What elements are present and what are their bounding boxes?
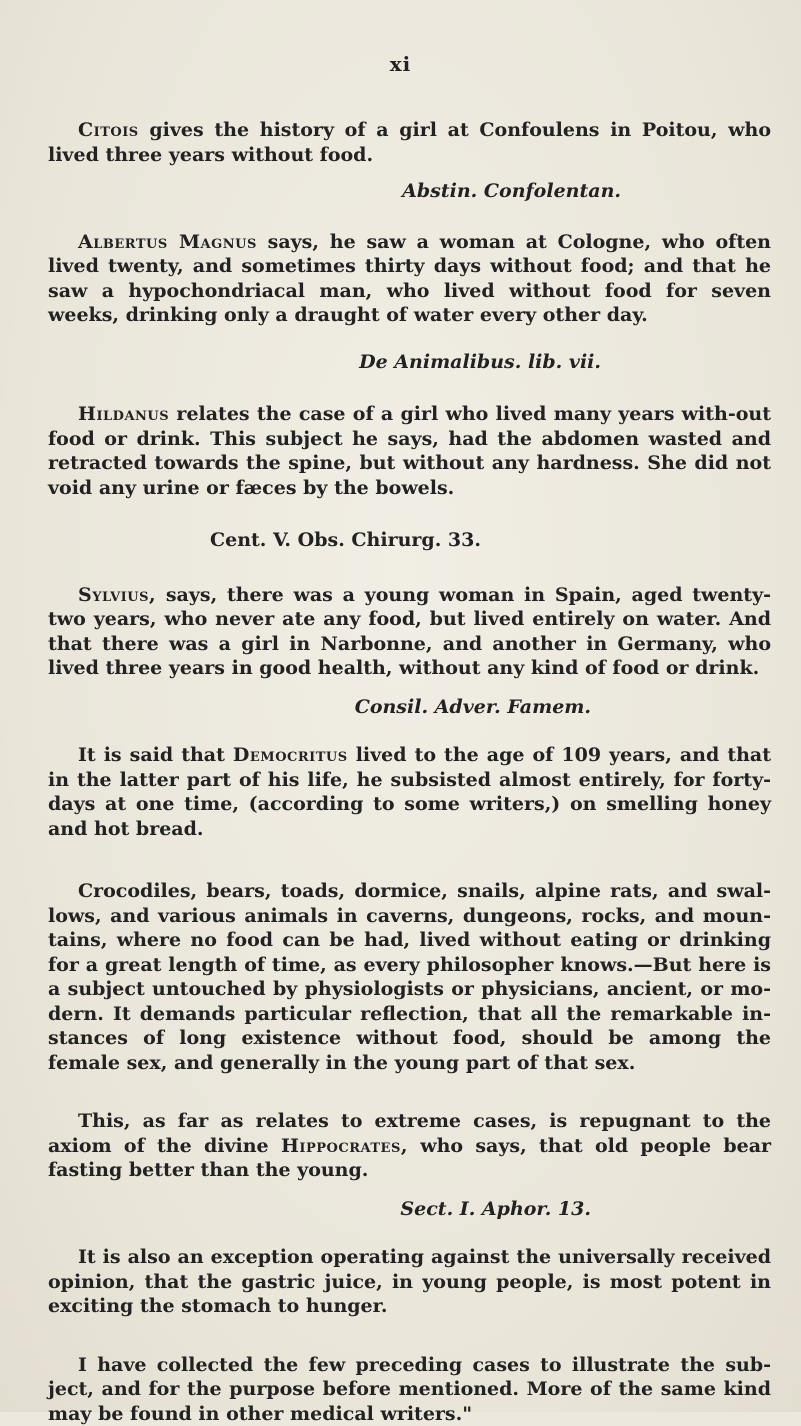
citation: Abstin. Confolentan.	[48, 179, 621, 204]
author-name: Hildanus	[78, 403, 169, 425]
page-number: xi	[0, 52, 801, 76]
page-text	[48, 118, 771, 1426]
citation: De Animalibus. lib. vii.	[48, 350, 601, 375]
citation: Consil. Adver. Famem.	[48, 695, 591, 720]
author-name: Democritus	[233, 744, 348, 766]
paragraph-citois	[48, 118, 771, 167]
citation: Sect. I. Aphor. 13.	[48, 1197, 591, 1222]
author-name: Citois	[78, 119, 139, 141]
paragraph-text: gives the history of a girl at Confoulens in Poitou, who lived three years without food.	[48, 119, 771, 166]
paragraph-text: Crocodiles, bears, toads, dormice, snails, alpine rats, and swal-lows, and various animals in caverns, dungeons, rocks, and moun-tains, where no food can be had, lived without eating or drinking for a great length of time, as every philosopher knows.—But here is a subject untouched by physiologists or physicians, ancient, or mo-dern. It demands particular reflection, that all the remarkable in-stances of long existence without food, should be among the female sex, and generally in the young part of that sex.	[48, 880, 771, 1074]
paragraph-hippocrates	[48, 1109, 771, 1183]
paragraph-animals	[48, 879, 771, 1075]
paragraph-hildanus	[48, 402, 771, 500]
paragraph-closing	[48, 1353, 771, 1426]
author-name: Sylvius,	[78, 584, 156, 606]
citation: Cent. V. Obs. Chirurg. 33.	[48, 528, 481, 553]
paragraph-text: lived to the age of 109 years, and that in the latter part of his life, he subsisted almost entirely, for forty-days at one time, (according to some writers,) on smelling honey and hot bread.	[48, 744, 771, 840]
paragraph-gastric-juice	[48, 1245, 771, 1319]
paragraph-text: says, he saw a woman at Cologne, who often lived twenty, and sometimes thirty days without food; and that he saw a hypochondriacal man, who lived without food for seven weeks, drinking only a draught of water every other day.	[48, 231, 771, 327]
paragraph-text: It is also an exception operating against the universally received opinion, that the gastric juice, in young people, is most potent in exciting the stomach to hunger.	[48, 1246, 771, 1317]
paragraph-sylvius	[48, 583, 771, 681]
paragraph-text-pre: It is said that	[78, 744, 233, 766]
paragraph-albertus	[48, 230, 771, 328]
paragraph-text: says, there was a young woman in Spain, aged twenty-two years, who never ate any food, but lived entirely on water. And that there was a girl in Narbonne, and another in Germany, who lived three years in good health, without any kind of food or drink.	[48, 584, 771, 680]
paragraph-text: relates the case of a girl who lived many years with-out food or drink. This subject he says, had the abdomen wasted and retracted towards the spine, but without any hardness. She did not void any urine or fæces by the bowels.	[48, 403, 771, 499]
paragraph-text-pre: This, as far as relates to extreme cases, is repugnant to the axiom of the divine	[48, 1110, 771, 1157]
paragraph-text: I have collected the few preceding cases to illustrate the sub-ject, and for the purpose before mentioned. More of the same kind may be found in other medical writers."	[48, 1354, 771, 1425]
author-name: Hippocrates,	[281, 1135, 408, 1157]
author-name: Albertus Magnus	[78, 231, 257, 253]
paragraph-democritus	[48, 743, 771, 841]
paragraph-text: who says, that old people bear fasting better than the young.	[48, 1135, 771, 1182]
